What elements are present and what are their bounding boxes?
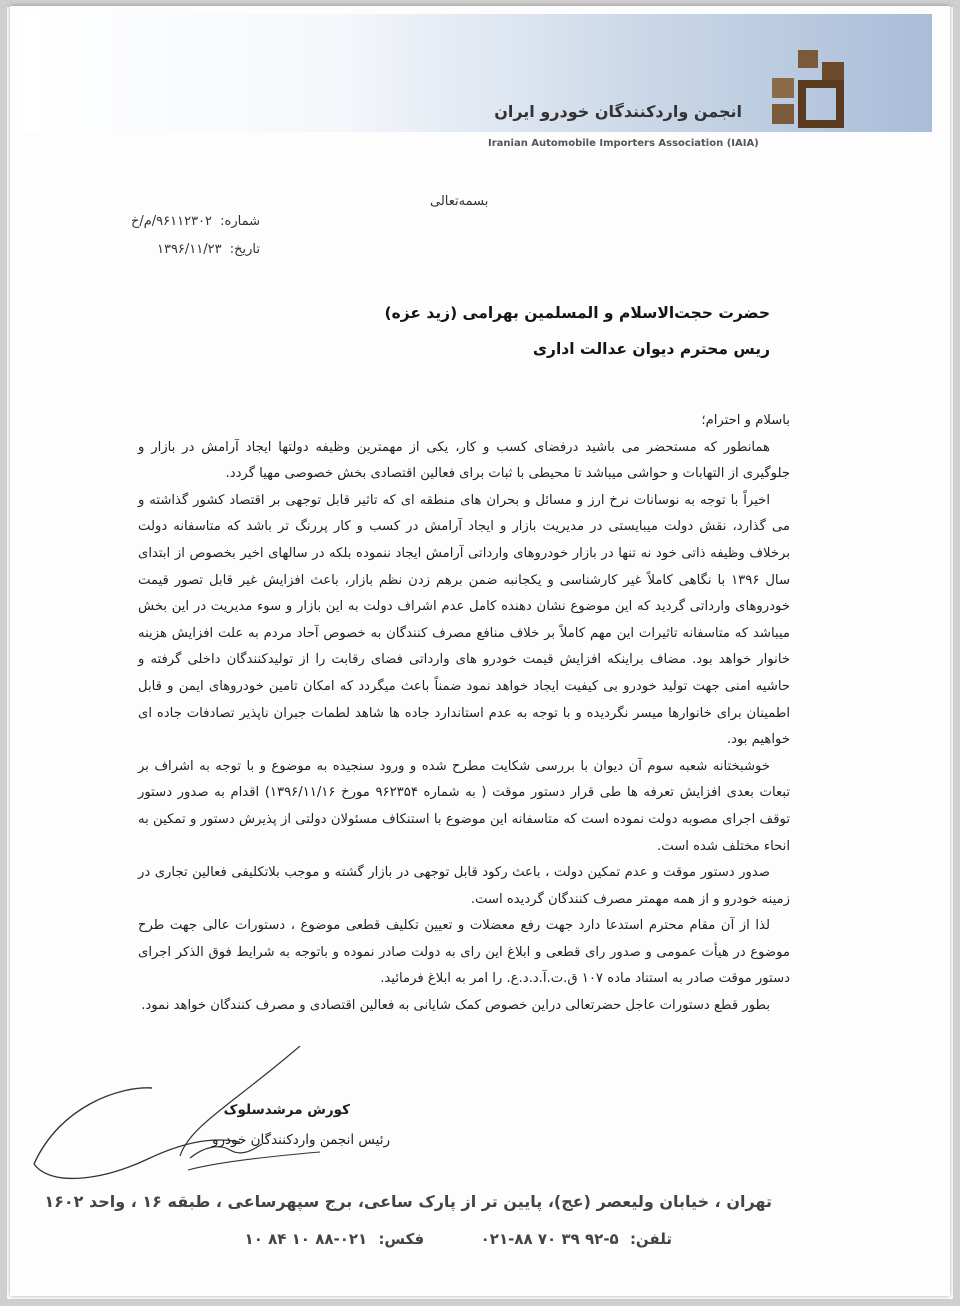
iaia-logo-icon — [764, 48, 856, 130]
addressee-title: ریس محترم دیوان عدالت اداری — [532, 340, 770, 358]
body-paragraph: خوشبختانه شعبه سوم آن دیوان با بررسی شکایت مطرح شده و ورود سنجیده به موضوع و با توجه به اشراف بر تبعات بعدی افزایش تعرفه ها طی قرار دستور موقت ( به شماره ۹۶۲۳۵۴ مورخ ۱۳۹۶/۱۱/۱۶) اقدام به صدور دستور توقف اجرای مصوبه دولت نموده است که متاسفانه این موضوع با استنکاف مسئولان دولتی از پذیرش دستور و تمکین به انحاء مختلف شده است. — [138, 758, 790, 854]
footer-contact — [245, 1230, 672, 1248]
letter-number-value: ۹۶۱۱۲۳۰۲/م/خ — [130, 214, 213, 229]
org-name-en: Iranian Automobile Importers Association (IAIA) — [488, 138, 759, 149]
letter-number-label: شماره: — [220, 214, 260, 229]
phone-value: ۵-۹۲ ۳۹ ۷۰ ۸۸-۰۲۱ — [480, 1230, 619, 1248]
body-paragraph: اخیراً با توجه به نوسانات نرخ ارز و مسائل و بحران های منطقه ای که تاثیر قابل توجهی بر اقتصاد کشور گذاشته و می گذارد، نقش دولت میبایستی در مدیریت بازار و ایجاد آرامش در کسب و کار پررنگ تر باشد که متاسفانه دولت برخلاف وظیفه ذاتی خود نه تنها در بازار خودروهای وارداتی آرامش ایجاد ننموده بلکه در سالهای اخیر بخصوص از ابتدای سال ۱۳۹۶ با نگاهی کاملاً غیر کارشناسی و یکجانبه ضمن برهم زدن نظم بازار، باعث افزایش غیر قابل تصور قیمت خودروهای وارداتی گردید که این موضوع نشان دهنده کامل عدم اشراف دولت به این بازار و سوء مدیریت در این بخش میباشد که متاسفانه تاثیرات این مهم کاملاً بر خلاف منافع مصرف کنندگان به خصوص آحاد مردم به علت افزایش هزینه خانوار خواهد بود. مضاف براینکه افزایش قیمت خودرو های وارداتی فضای رقابت را از تولیدکنندگان داخلی گرفته و حاشیه امنی جهت تولید خودرو بی کیفیت ایجاد خواهد نمود ضمناً باعث میگردد که امکان تامین خودروهای ایمن و قابل اطمینان برای خانوارها میسر نگردیده و با توجه به عدم استاندارد جاده ها شاهد لطمات جبران ناپذیر تصادفات جاده ای خواهیم بود. — [138, 492, 791, 748]
letter-date-value: ۱۳۹۶/۱۱/۲۳ — [156, 242, 222, 257]
signer-name: کورش مرشدسلوک — [223, 1102, 350, 1118]
letter-number — [131, 214, 260, 229]
addressee-name: حضرت حجت‌الاسلام و المسلمین بهرامی (زید عزه) — [384, 304, 770, 322]
signer-title: رئیس انجمن واردکنندگان خودرو — [211, 1132, 390, 1148]
body-paragraph: همانطور که مستحضر می باشید درفضای کسب و کار، یکی از مهمترین وظیفه دولتها ایجاد آرامش در بازار و جلوگیری از التهابات و حواشی میباشد تا محیطی با ثبات برای فعالین اقتصادی بخش خصوصی مهیا گردد. — [138, 439, 790, 482]
letter-sheet — [10, 6, 950, 1296]
phone-label: تلفن: — [629, 1230, 672, 1248]
body-paragraph: صدور دستور موقت و عدم تمکین دولت ، باعث رکود قابل توجهی در بازار گشته و موجب بلاتکلیفی فعالین تجاری در زمینه خودرو و از همه مهمتر مصرف کنندگان گردیده است. — [138, 865, 790, 907]
body-paragraph: بطور قطع دستورات عاجل حضرتعالی دراین خصوص کمک شایانی به فعالین اقتصادی و مصرف کنندگان خواهد نمود. — [141, 998, 770, 1014]
body-paragraph: لذا از آن مقام محترم استدعا دارد جهت رفع معضلات و تعیین تکلیف قطعی موضوع ، دستورات عالی جهت طرح موضوع در هیأت عمومی و صدور رای قطعی و ابلاغ این رای به دولت صادر نموده و باتوجه به شرایط فوق الذکر اجرای دستور موقت صادر به استناد ماده ۱۰۷ ق.ت.آ.د.د.ع. را امر به ابلاغ فرمائید. — [138, 918, 790, 987]
fax-value: ۰۲۱-۸۸ ۱۰ ۸۴ ۱۰ — [244, 1230, 368, 1248]
greeting: باسلام و احترام؛ — [701, 413, 790, 428]
letter-date-label: تاریخ: — [229, 242, 260, 257]
letter-date — [157, 242, 260, 257]
footer-address: تهران ، خیابان ولیعصر (عج)، پایین تر از پارک ساعی، برج سپهرساعی ، طبقه ۱۶ ، واحد ۱۶۰۲ — [44, 1192, 772, 1211]
invocation: بسمه‌تعالی — [430, 194, 489, 209]
handwritten-signature — [30, 1046, 330, 1196]
fax-label: فکس: — [378, 1230, 425, 1248]
letter-body — [138, 408, 790, 1020]
org-name-fa: انجمن واردکنندگان خودرو ایران — [494, 102, 742, 121]
